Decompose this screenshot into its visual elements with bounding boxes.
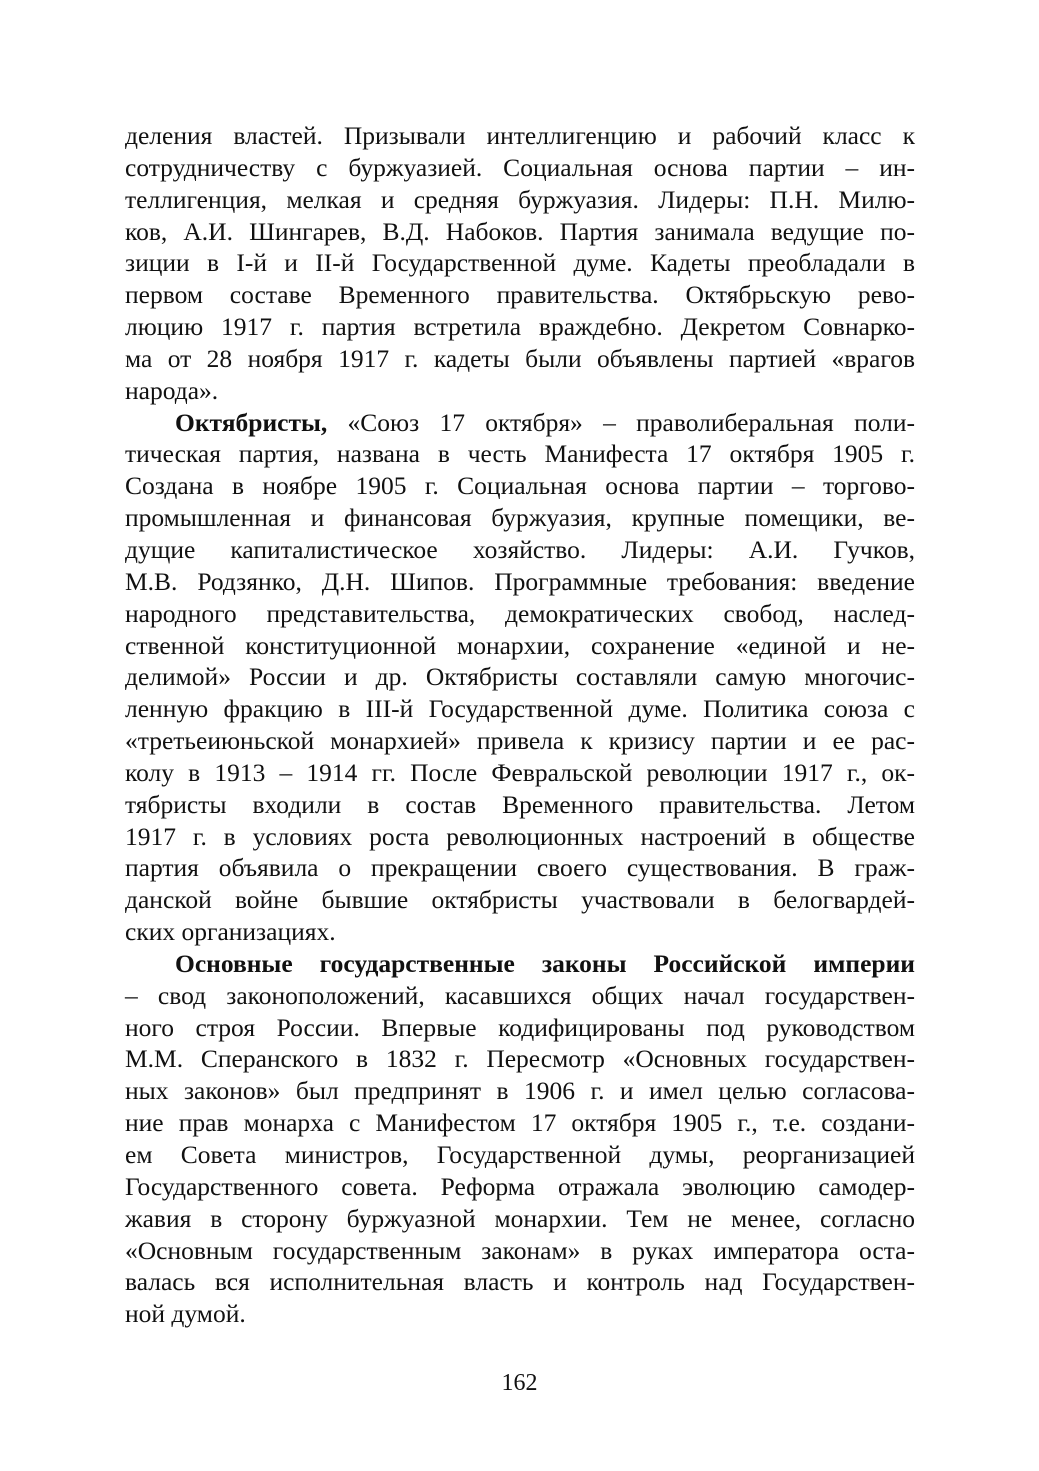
text-line: [125, 438, 915, 470]
text-line: [125, 948, 915, 980]
text-line: [125, 1298, 915, 1330]
text-line: [125, 1043, 915, 1075]
text-line: [125, 693, 915, 725]
text-line: [125, 470, 915, 502]
text-line: [125, 343, 915, 375]
text-segment: Государственного совета. Реформа отражала эволюцию самодер-: [125, 1171, 915, 1201]
text-segment: ем Совета министров, Государственной думы, реорганизацией: [125, 1140, 915, 1169]
text-segment: «Союз 17 октября» – праволиберальная поли-: [327, 407, 915, 437]
text-line: [125, 757, 915, 789]
text-line: [125, 661, 915, 693]
text-segment: валась вся исполнительная власть и контроль над Государствен-: [125, 1267, 915, 1297]
paragraph: [125, 407, 915, 948]
text-segment: ма от 28 ноября 1917 г. кадеты были объявлены партией «врагов: [125, 343, 915, 373]
bold-term: Октябристы,: [175, 407, 328, 437]
text-segment: «Основным государственным законам» в руках императора оста-: [125, 1235, 915, 1265]
text-segment: первом составе Временного правительства. Октябрьскую рево-: [125, 280, 915, 310]
text-line: [125, 1266, 915, 1298]
text-line: [125, 1107, 915, 1139]
text-line: [125, 1203, 915, 1235]
text-segment: теллигенция, мелкая и средняя буржуазия. Лидеры: П.Н. Милю-: [125, 184, 915, 214]
text-segment: данской войне бывшие октябристы участвовали в белогвардей-: [125, 885, 915, 915]
text-line: [125, 502, 915, 534]
text-segment: ной думой.: [125, 1299, 246, 1329]
text-line: [125, 247, 915, 279]
text-line: [125, 407, 915, 439]
text-segment: промышленная и финансовая буржуазия, крупные помещики, ве-: [125, 503, 915, 533]
text-line: [125, 1235, 915, 1267]
text-line: [125, 1012, 915, 1044]
text-line: [125, 279, 915, 311]
text-segment: ков, А.И. Шингарев, В.Д. Набоков. Партия занимала ведущие по-: [125, 216, 915, 246]
text-segment: тическая партия, названа в честь Манифеста 17 октября 1905 г.: [125, 439, 915, 469]
text-line: [125, 916, 915, 948]
text-line: [125, 884, 915, 916]
text-segment: – свод законоположений, касавшихся общих начал государствен-: [125, 980, 915, 1010]
text-segment: ских организациях.: [125, 917, 336, 947]
text-segment: 1917 г. в условиях роста революционных настроений в обществе: [125, 821, 915, 851]
text-segment: люцию 1917 г. партия встретила враждебно. Декретом Совнарко-: [125, 312, 915, 342]
paragraph: [125, 120, 915, 407]
text-segment: делимой» России и др. Октябристы составляли самую многочис-: [125, 662, 915, 692]
text-segment: зиции в I-й и II-й Государственной думе. Кадеты преобладали в: [125, 248, 915, 278]
text-line: [125, 821, 915, 853]
text-segment: сотрудничеству с буржуазией. Социальная основа партии – ин-: [125, 152, 915, 182]
text-line: [125, 216, 915, 248]
text-segment: Создана в ноябре 1905 г. Социальная основа партии – торгово-: [125, 471, 915, 501]
text-line: [125, 852, 915, 884]
text-line: [125, 789, 915, 821]
text-segment: колу в 1913 – 1914 гг. После Февральской революции 1917 г., ок-: [125, 757, 915, 787]
text-line: [125, 630, 915, 662]
text-segment: жавия в сторону буржуазной монархии. Тем не менее, согласно: [125, 1203, 915, 1233]
page-number: 162: [501, 1370, 538, 1396]
text-line: [125, 120, 915, 152]
text-line: [125, 566, 915, 598]
text-segment: «третьеиюньской монархией» привела к кризису партии и ее рас-: [125, 726, 915, 756]
bold-term: Основные государственные законы Российской империи: [175, 948, 915, 978]
text-line: [125, 1075, 915, 1107]
text-segment: деления властей. Призывали интеллигенцию и рабочий класс к: [125, 121, 915, 150]
text-line: [125, 184, 915, 216]
text-segment: М.В. Родзянко, Д.Н. Шипов. Программные требования: введение: [125, 566, 915, 596]
paragraph: [125, 948, 915, 1330]
text-line: [125, 311, 915, 343]
text-segment: ных законов» был предпринят в 1906 г. и имел целью согласова-: [125, 1076, 915, 1106]
text-segment: ственной конституционной монархии, сохранение «единой и не-: [125, 630, 915, 660]
body-text: [125, 120, 915, 1330]
text-line: [125, 725, 915, 757]
text-line: [125, 598, 915, 630]
text-segment: ного строя России. Впервые кодифицированы под руководством: [125, 1012, 915, 1042]
text-line: [125, 1139, 915, 1171]
text-line: [125, 1171, 915, 1203]
text-line: [125, 152, 915, 184]
text-segment: ленную фракцию в III-й Государственной думе. Политика союза с: [125, 694, 915, 724]
text-line: [125, 980, 915, 1012]
text-segment: народного представительства, демократических свобод, наслед-: [125, 598, 915, 628]
text-segment: М.М. Сперанского в 1832 г. Пересмотр «Основных государствен-: [125, 1044, 915, 1074]
text-line: [125, 534, 915, 566]
text-segment: дущие капиталистическое хозяйство. Лидеры: А.И. Гучков,: [125, 534, 915, 564]
text-segment: партия объявила о прекращении своего существования. В граж-: [125, 853, 915, 883]
text-segment: ние прав монарха с Манифестом 17 октября 1905 г., т.е. создани-: [125, 1108, 915, 1138]
text-line: [125, 375, 915, 407]
text-segment: народа».: [125, 375, 219, 405]
text-segment: тябристы входили в состав Временного правительства. Летом: [125, 789, 915, 819]
